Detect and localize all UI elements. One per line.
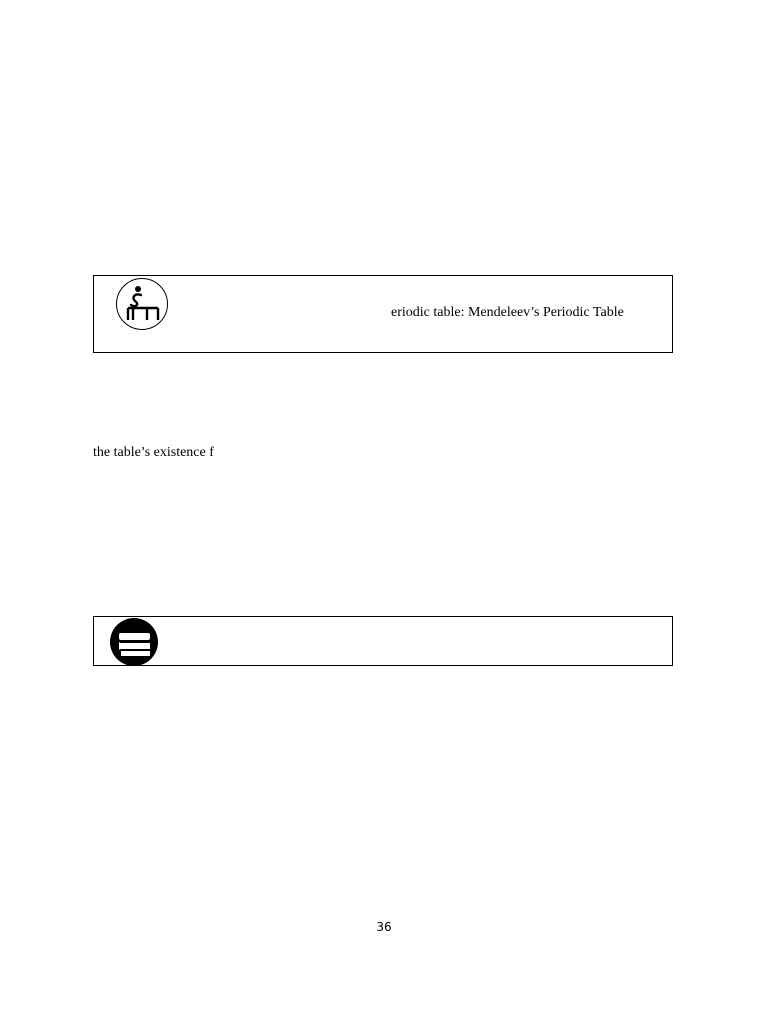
study-callout-text: eriodic table: Mendeleev’s Periodic Table [391,305,624,320]
study-callout-box [93,275,673,353]
page-number: 36 [376,920,392,934]
discussion-callout-box [93,616,673,666]
body-paragraph: the table’s existence f [93,445,214,460]
student-at-desk-icon [114,277,170,330]
discussion-icon [109,618,160,666]
